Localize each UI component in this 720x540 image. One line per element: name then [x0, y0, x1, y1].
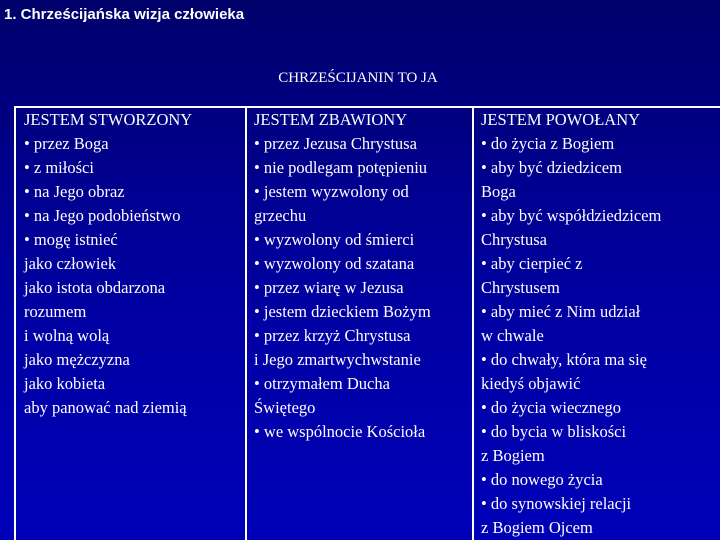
column-line: Chrystusa	[481, 230, 547, 249]
column-line: • aby mieć z Nim udział	[481, 302, 641, 321]
column-line: • na Jego obraz	[24, 182, 125, 201]
column-divider	[245, 106, 247, 540]
column-line: • wyzwolony od szatana	[254, 254, 415, 273]
column-line: JESTEM POWOŁANY	[481, 110, 641, 129]
column-divider	[472, 106, 474, 540]
column-line: jako istota obdarzona	[24, 278, 166, 297]
column-line: • do chwały, która ma się	[481, 350, 647, 369]
column-line: Chrystusem	[481, 278, 560, 297]
column-line: • przez wiarę w Jezusa	[254, 278, 404, 297]
column-line: • we wspólnocie Kościoła	[254, 422, 426, 441]
column-line: Świętego	[254, 398, 316, 417]
column-line: • do życia z Bogiem	[481, 134, 615, 153]
column-line: jako kobieta	[24, 374, 106, 393]
column-line: • jestem dzieckiem Bożym	[254, 302, 431, 321]
column-line: jako mężczyzna	[24, 350, 130, 369]
column-line: jako człowiek	[24, 254, 117, 273]
column-line: • z miłości	[24, 158, 94, 177]
column-line: w chwale	[481, 326, 544, 345]
column-line: • aby być dziedzicem	[481, 158, 622, 177]
column-line: • do bycia w bliskości	[481, 422, 627, 441]
column-zbawiony	[254, 108, 431, 444]
column-stworzony	[24, 108, 192, 420]
column-line: • mogę istnieć	[24, 230, 118, 249]
column-line: JESTEM STWORZONY	[24, 110, 193, 129]
column-line: i Jego zmartwychwstanie	[254, 350, 421, 369]
column-line: • przez Jezusa Chrystusa	[254, 134, 417, 153]
column-line: kiedyś objawić	[481, 374, 581, 393]
column-line: grzechu	[254, 206, 307, 225]
column-line: • przez krzyż Chrystusa	[254, 326, 411, 345]
table-header: CHRZEŚCIJANIN TO JA	[278, 70, 438, 86]
column-line: • przez Boga	[24, 134, 109, 153]
column-line: Boga	[481, 182, 516, 201]
column-line: z Bogiem	[481, 446, 545, 465]
column-line: JESTEM ZBAWIONY	[254, 110, 408, 129]
column-line: • jestem wyzwolony od	[254, 182, 409, 201]
column-line: • do nowego życia	[481, 470, 603, 489]
column-line: i wolną wolą	[24, 326, 110, 345]
column-line: rozumem	[24, 302, 87, 321]
column-line: • nie podlegam potępieniu	[254, 158, 428, 177]
column-line: z Bogiem Ojcem	[481, 518, 593, 537]
column-line: • na Jego podobieństwo	[24, 206, 181, 225]
column-line: • do synowskiej relacji	[481, 494, 632, 513]
column-line: • otrzymałem Ducha	[254, 374, 390, 393]
column-line: aby panować nad ziemią	[24, 398, 187, 417]
column-line: • aby być współdziedzicem	[481, 206, 662, 225]
column-powolany	[481, 108, 661, 540]
column-line: • do życia wiecznego	[481, 398, 622, 417]
column-line: • wyzwolony od śmierci	[254, 230, 415, 249]
slide-title: 1. Chrześcijańska wizja człowieka	[4, 6, 245, 23]
column-line: • aby cierpieć z	[481, 254, 583, 273]
